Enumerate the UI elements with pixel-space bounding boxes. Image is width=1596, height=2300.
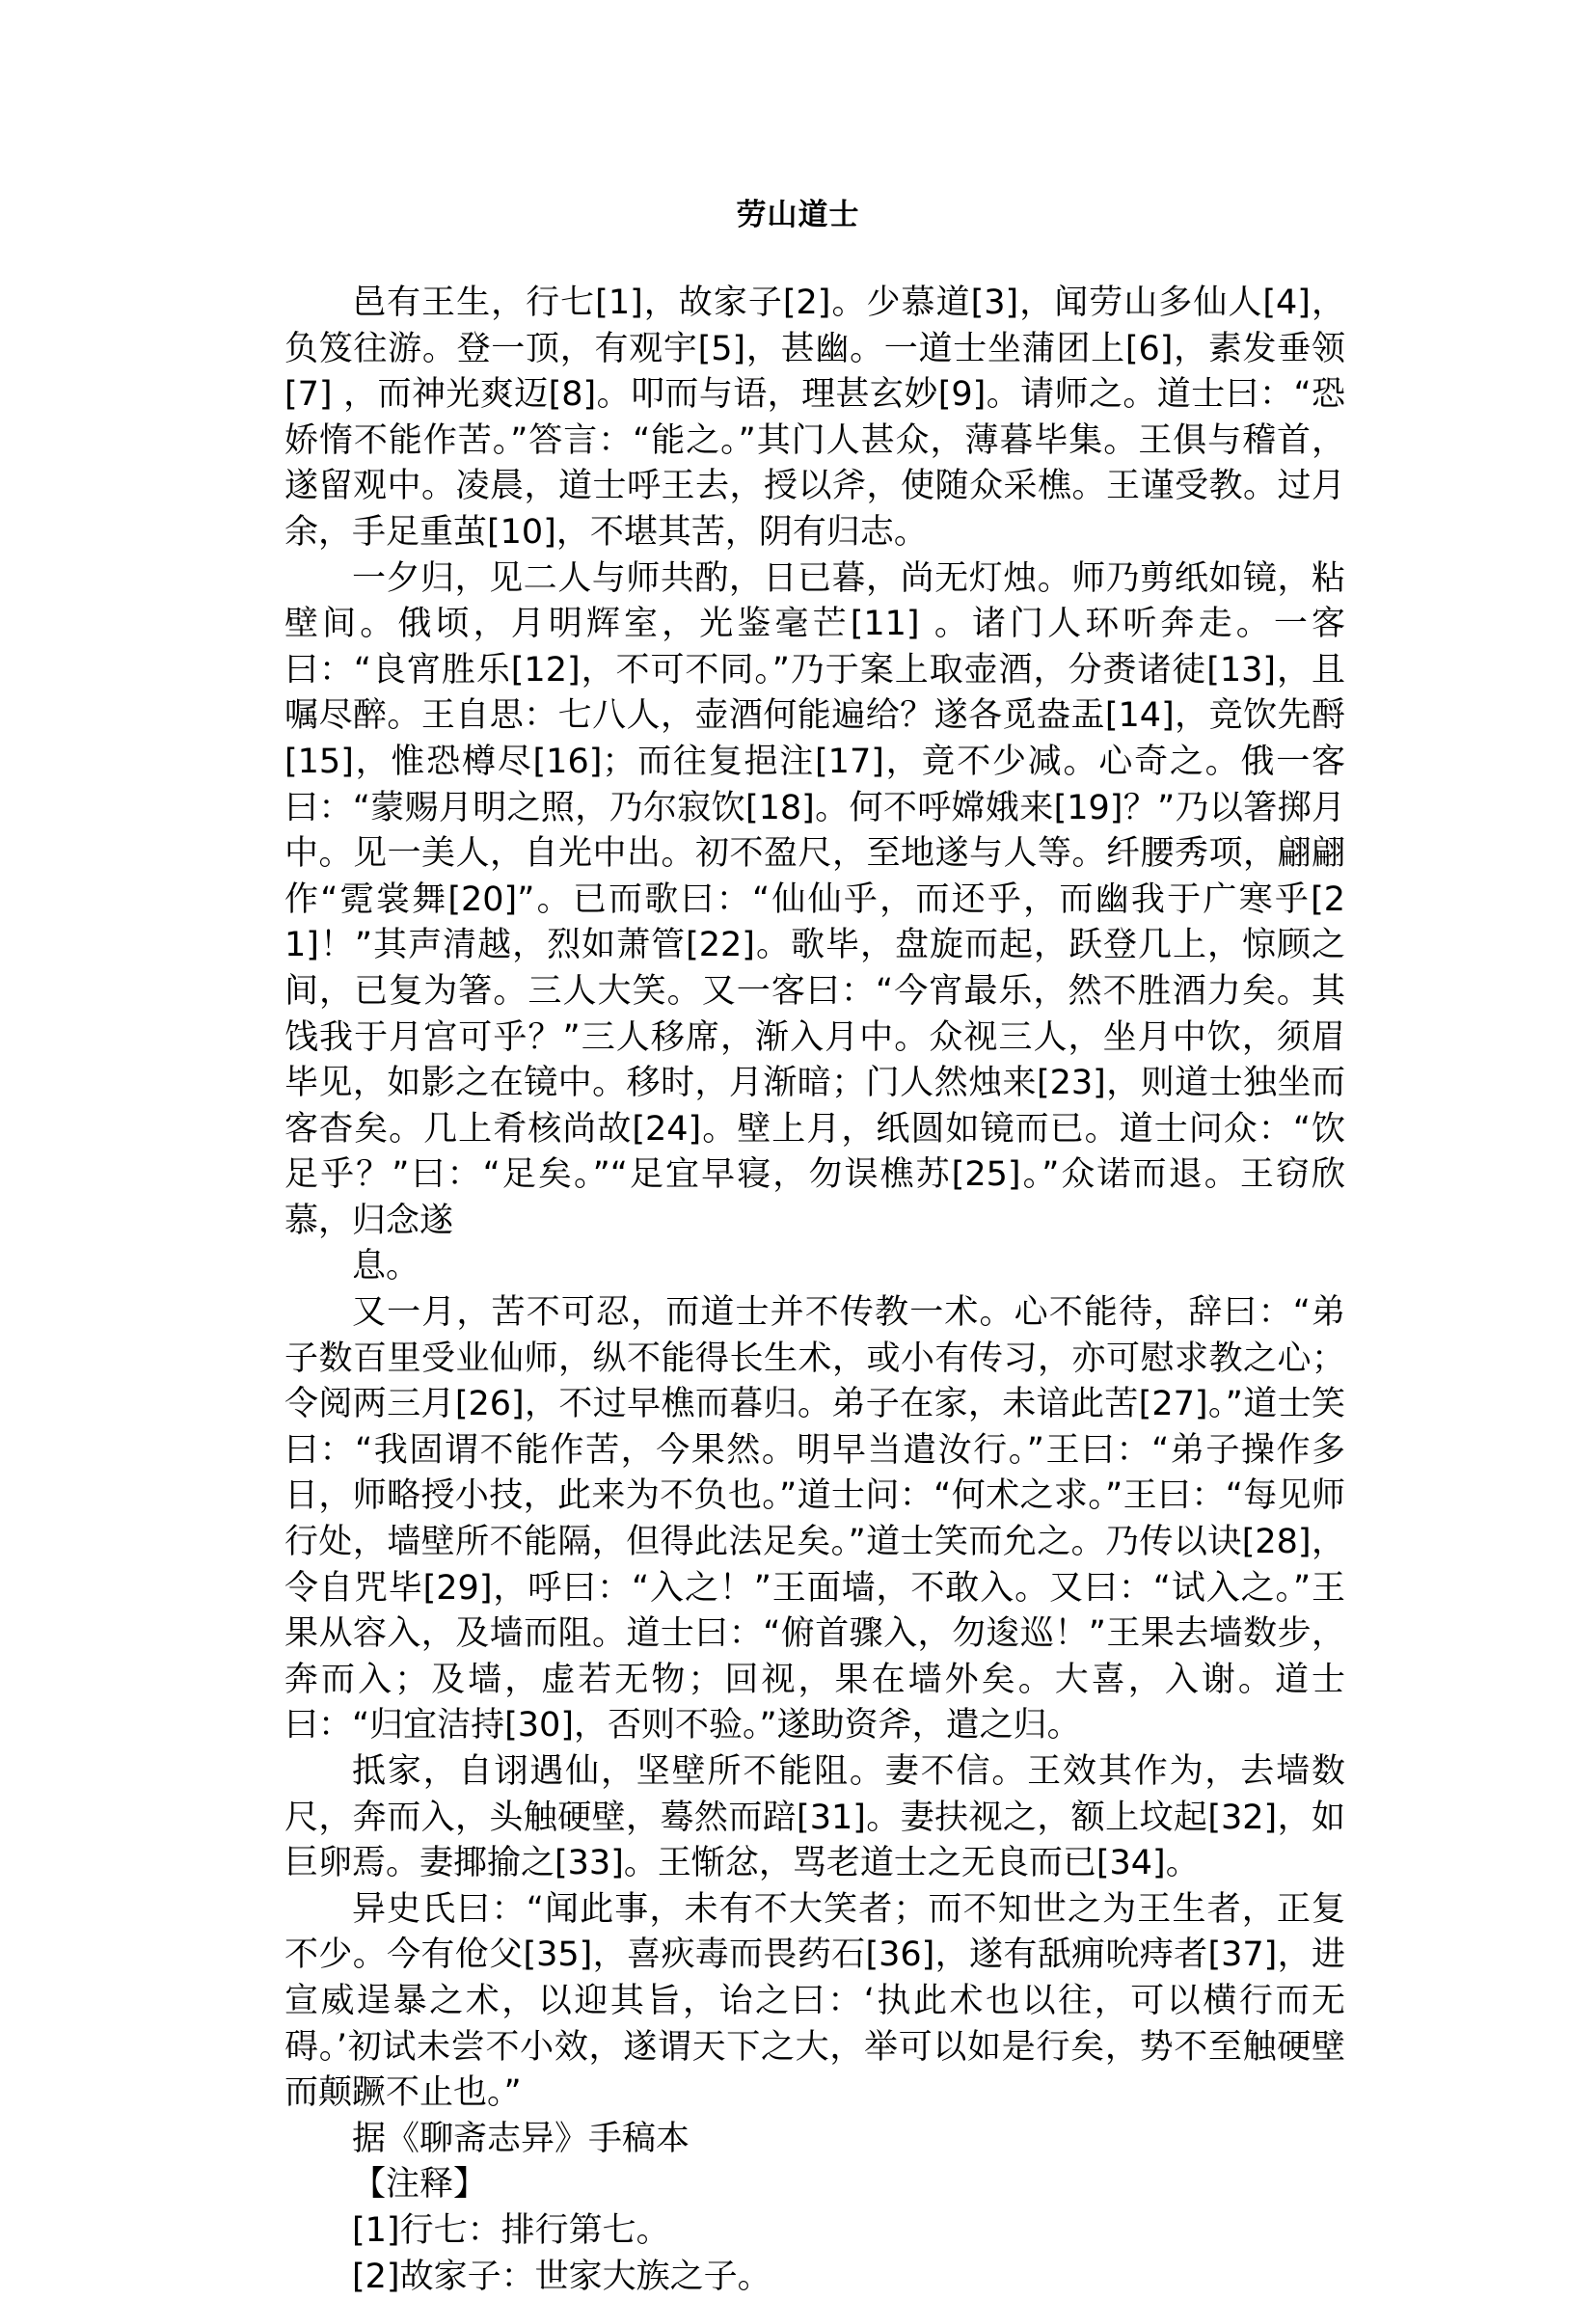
paragraph-continuation: 息。 <box>352 1247 420 1286</box>
paragraph-commentary: 异史氏曰：“闻此事，未有不大笑者；而不知世之为王生者，正复不少。今有伧父[35]，喜疢毒而畏药石[36]，遂有舐痈吮痔者[37]，进宣威逞暴之术，以迎其旨，诒之曰：‘执此术也以往，可以横行而无碍。’初试未尝不小效，遂谓天下之大，举可以如是行矣，势不至触硬壁而颠蹶不止也。” <box>284 1889 1345 2113</box>
note-item: [2]故家子：世家大族之子。 <box>352 2257 771 2296</box>
paragraph-return-home: 抵家，自诩遇仙，坚壁所不能阻。妻不信。王效其作为，去墙数尺，奔而入，头触硬壁，蓦然而踣[31]。妻扶视之，额上坟起[32]，如巨卵焉。妻揶揄之[33]。王惭忿，骂老道士之无良而已[34]。 <box>284 1752 1345 1883</box>
paragraph-opening: 邑有王生，行七[1]，故家子[2]。少慕道[3]，闻劳山多仙人[4]，负笈往游。登一顶，有观宇[5]，甚幽。一道士坐蒲团上[6]，素发垂领[7] ，而神光爽迈[8]。叩而与语，理甚玄妙[9]。请师之。道士曰：“恐娇惰不能作苦。”答言：“能之。”其门人甚众，薄暮毕集。王俱与稽首，遂留观中。凌晨，道士呼王去，授以斧，使随众采樵。王谨受教。过月余，手足重茧[10]，不堪其苦，阴有归志。 <box>284 284 1345 552</box>
notes-heading: 【注释】 <box>352 2165 488 2205</box>
page-title: 劳山道士 <box>736 198 860 232</box>
paragraph-moon-feast: 一夕归，见二人与师共酌，日已暮，尚无灯烛。师乃剪纸如镜，粘壁间。俄顷，月明辉室，光鉴毫芒[11] 。诸门人环听奔走。一客曰：“良宵胜乐[12]，不可不同。”乃于案上取壶酒，分赉诸徒[13]，且嘱尽醉。王自思：七八人，壶酒何能遍给？遂各觅盎盂[14]，竞饮先酹[15]，惟恐樽尽[16]；而往复挹注[17]，竟不少减。心奇之。俄一客曰：“蒙赐月明之照，乃尔寂饮[18]。何不呼嫦娥来[19]？”乃以箸掷月中。见一美人，自光中出。初不盈尺，至地遂与人等。纤腰秀项，翩翩作“霓裳舞[20]”。已而歌曰：“仙仙乎，而还乎，而幽我于广寒乎[21]！”其声清越，烈如萧管[22]。歌毕，盘旋而起，跃登几上，惊顾之间，已复为箸。三人大笑。又一客曰：“今宵最乐，然不胜酒力矣。其饯我于月宫可乎？”三人移席，渐入月中。众视三人，坐月中饮，须眉毕见，如影之在镜中。移时，月渐暗；门人然烛来[23]，则道士独坐而客杳矣。几上肴核尚故[24]。壁上月，纸圆如镜而已。道士问众：“饮足乎？”曰：“足矣。”“足宜早寝，勿误樵苏[25]。”众诺而退。王窃欣慕，归念遂 <box>284 558 1345 1240</box>
document-body <box>284 281 1345 2300</box>
paragraph-wall-technique: 又一月，苦不可忍，而道士并不传教一术。心不能待，辞曰：“弟子数百里受业仙师，纵不能得长生术，或小有传习，亦可慰求教之心；令阅两三月[26]，不过早樵而暮归。弟子在家，未谙此苦[27]。”道士笑曰：“我固谓不能作苦，今果然。明早当遣汝行。”王曰：“弟子操作多日，师略授小技，此来为不负也。”道士问：“何术之求。”王曰：“每见师行处，墙壁所不能隔，但得此法足矣。”道士笑而允之。乃传以诀[28]，令自咒毕[29]，呼曰：“入之！”王面墙，不敢入。又曰：“试入之。”王果从容入，及墙而阻。道士曰：“俯首骤入，勿逡巡！”王果去墙数步，奔而入；及墙，虚若无物；回视，果在墙外矣。大喜，入谢。道士曰：“归宜洁持[30]，否则不验。”遂助资斧，遣之归。 <box>284 1293 1345 1745</box>
source-note: 据《聊斋志异》手稿本 <box>352 2119 690 2158</box>
note-item: [1]行七：排行第七。 <box>352 2210 670 2250</box>
